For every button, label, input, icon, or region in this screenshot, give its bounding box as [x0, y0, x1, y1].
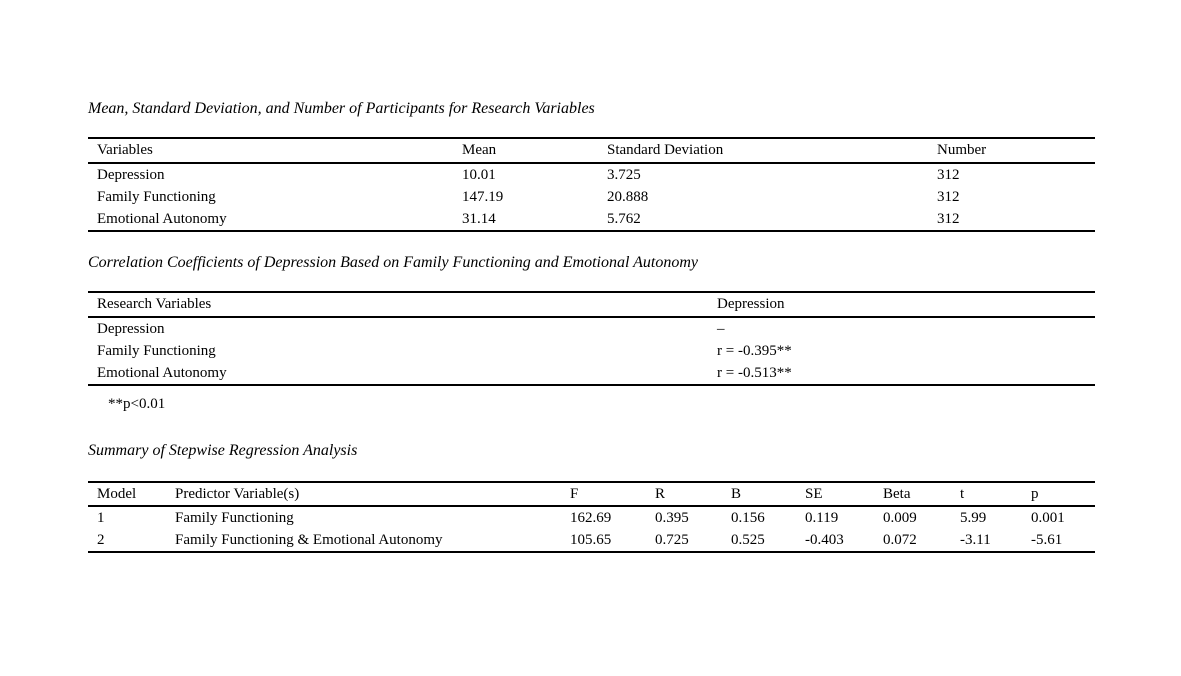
table-cell: 0.072 — [883, 531, 917, 548]
regression-table-caption: Summary of Stepwise Regression Analysis — [88, 442, 358, 459]
descriptives-table — [88, 137, 1095, 232]
table-cell: 31.14 — [462, 210, 496, 227]
table-row — [88, 163, 1095, 186]
column-header: Variables — [88, 138, 462, 163]
table-cell: 105.65 — [570, 531, 612, 548]
table-cell: 0.001 — [1031, 509, 1065, 526]
table-cell: – — [717, 320, 725, 337]
table-cell: Emotional Autonomy — [97, 364, 227, 381]
table-cell: 0.009 — [883, 509, 917, 526]
descriptives-table-caption: Mean, Standard Deviation, and Number of Participants for Research Variables — [88, 100, 595, 117]
table-row — [88, 506, 1095, 529]
table-cell: r = -0.513** — [717, 364, 792, 381]
regression-table — [88, 481, 1095, 553]
table-cell: 5.762 — [607, 210, 641, 227]
table-row — [88, 362, 1095, 385]
table-cell: 0.119 — [805, 509, 839, 526]
table-header-row — [88, 292, 1095, 317]
table-cell: -5.61 — [1031, 531, 1063, 548]
column-header: Model — [88, 482, 175, 506]
table-cell: 5.99 — [960, 509, 987, 526]
table-row — [88, 340, 1095, 362]
table-cell: r = -0.395** — [717, 342, 792, 359]
correlations-table-caption: Correlation Coefficients of Depression Based on Family Functioning and Emotional Autonomy — [88, 254, 699, 271]
table-cell: 312 — [937, 210, 960, 227]
column-header: p — [1031, 482, 1095, 506]
column-header: B — [731, 482, 805, 506]
table-cell: 162.69 — [570, 509, 612, 526]
table-cell: 3.725 — [607, 166, 641, 183]
table-row — [88, 529, 1095, 552]
column-header: R — [655, 482, 731, 506]
table-cell: 10.01 — [462, 166, 496, 183]
column-header: F — [570, 482, 655, 506]
column-header: Standard Deviation — [607, 138, 937, 163]
table-cell: 0.725 — [655, 531, 689, 548]
table-cell: -0.403 — [805, 531, 844, 548]
table-cell: Family Functioning — [97, 342, 216, 359]
significance-footnote: **p<0.01 — [108, 396, 166, 412]
table-cell: 2 — [97, 531, 105, 548]
table-cell: 0.395 — [655, 509, 689, 526]
table-cell: -3.11 — [960, 531, 991, 548]
table-cell: 0.525 — [731, 531, 765, 548]
table-row — [88, 186, 1095, 208]
table-cell: 1 — [97, 509, 105, 526]
column-header: Mean — [462, 138, 607, 163]
table-header-row — [88, 138, 1095, 163]
table-cell: 312 — [937, 188, 960, 205]
table-row — [88, 208, 1095, 231]
column-header: SE — [805, 482, 883, 506]
column-header: Beta — [883, 482, 960, 506]
column-header: Depression — [717, 292, 1095, 317]
column-header: t — [960, 482, 1031, 506]
column-header: Research Variables — [88, 292, 717, 317]
table-cell: Depression — [97, 320, 165, 337]
table-cell: Family Functioning — [97, 188, 216, 205]
table-cell: Family Functioning — [175, 509, 294, 526]
column-header: Predictor Variable(s) — [175, 482, 570, 506]
table-cell: Emotional Autonomy — [97, 210, 227, 227]
table-cell: Depression — [97, 166, 165, 183]
table-cell: 147.19 — [462, 188, 504, 205]
correlations-table — [88, 291, 1095, 386]
table-cell: 0.156 — [731, 509, 765, 526]
table-cell: 312 — [937, 166, 960, 183]
table-row — [88, 317, 1095, 340]
table-cell: Family Functioning & Emotional Autonomy — [175, 531, 443, 548]
column-header: Number — [937, 138, 1095, 163]
table-header-row — [88, 482, 1095, 506]
table-cell: 20.888 — [607, 188, 649, 205]
